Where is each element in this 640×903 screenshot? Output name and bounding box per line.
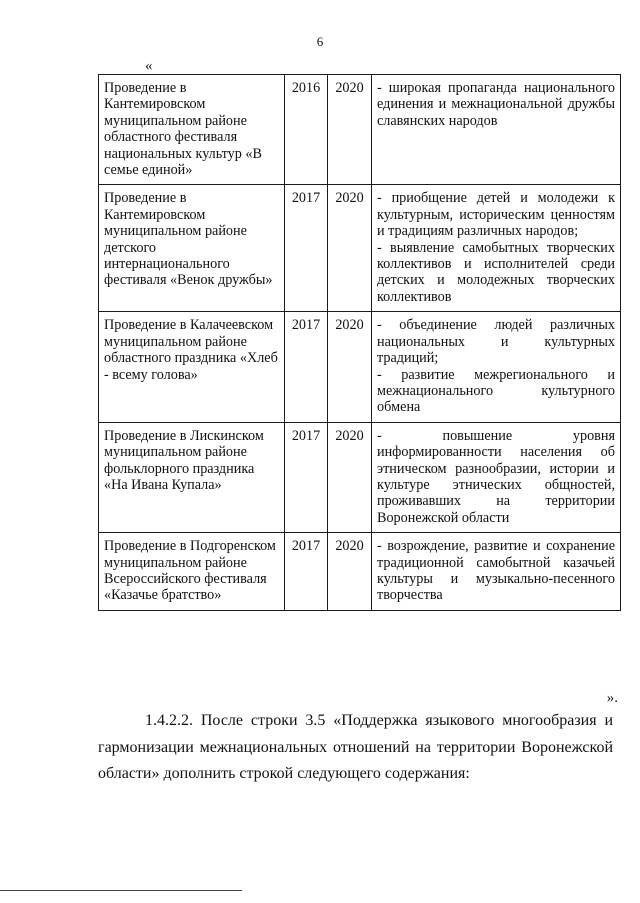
- goal-text: - возрождение, развитие и сохранение традиционной самобытной казачьей культуры и музыкально-песенного творчества: [377, 538, 615, 604]
- goal-text: - повышение уровня информированности населения об этническом разнообразии, истории и культуре этнических общностей, проживавших на территории Воронежской области: [377, 427, 615, 526]
- table-row: [99, 312, 621, 422]
- page-number: 6: [316, 34, 324, 49]
- goals-cell: [372, 312, 621, 422]
- goal-text: - приобщение детей и молодежи к культурным, историческим ценностям и традициям различных народов;: [377, 190, 615, 240]
- goals-cell: [372, 75, 621, 185]
- start-year-cell: 2017: [285, 185, 328, 312]
- table-row: [99, 533, 621, 611]
- start-year-cell: 2016: [285, 75, 328, 185]
- table-row: [99, 185, 621, 312]
- start-year-cell: 2017: [285, 422, 328, 532]
- end-year-cell: 2020: [328, 185, 372, 312]
- opening-quote-mark: «: [145, 58, 153, 74]
- event-name-cell: Проведение в Кантемировском муниципальном районе детского интернационального фестиваля «Венок дружбы»: [99, 185, 285, 312]
- goals-cell: [372, 533, 621, 611]
- event-name-cell: Проведение в Лискинском муниципальном районе фольклорного праздника «На Ивана Купала»: [99, 422, 285, 532]
- start-year-cell: 2017: [285, 312, 328, 422]
- events-table: [98, 74, 621, 611]
- end-year-cell: 2020: [328, 312, 372, 422]
- goal-text: - объединение людей различных национальных и культурных традиций;: [377, 317, 615, 367]
- goals-cell: [372, 185, 621, 312]
- end-year-cell: 2020: [328, 422, 372, 532]
- footer-divider: [0, 890, 242, 891]
- end-year-cell: 2020: [328, 75, 372, 185]
- table-row: [99, 422, 621, 532]
- goal-text: - выявление самобытных творческих коллективов и исполнителей среди детских и молодежных творческих коллективов: [377, 239, 615, 305]
- table-row: [99, 75, 621, 185]
- goal-text: - широкая пропаганда национального единения и межнациональной дружбы славянских народов: [377, 80, 615, 129]
- amendment-paragraph: [98, 708, 613, 788]
- event-name-cell: Проведение в Калачеевском муниципальном районе областного праздника «Хлеб - всему голова»: [99, 312, 285, 422]
- closing-quote-mark: ».: [606, 690, 618, 706]
- event-name-cell: Проведение в Подгоренском муниципальном районе Всероссийского фестиваля «Казачье братство»: [99, 533, 285, 611]
- paragraph-text: 1.4.2.2. После строки 3.5 «Поддержка языкового многообразия и гармонизации межнациональных отношений на территории Воронежской области» дополнить строкой следующего содержания:: [98, 712, 613, 782]
- end-year-cell: 2020: [328, 533, 372, 611]
- event-name-cell: Проведение в Кантемировском муниципальном районе областного фестиваля национальных культур «В семье единой»: [99, 75, 285, 185]
- goals-cell: [372, 422, 621, 532]
- goal-text: - развитие межрегионального и межнационального культурного обмена: [377, 366, 615, 416]
- start-year-cell: 2017: [285, 533, 328, 611]
